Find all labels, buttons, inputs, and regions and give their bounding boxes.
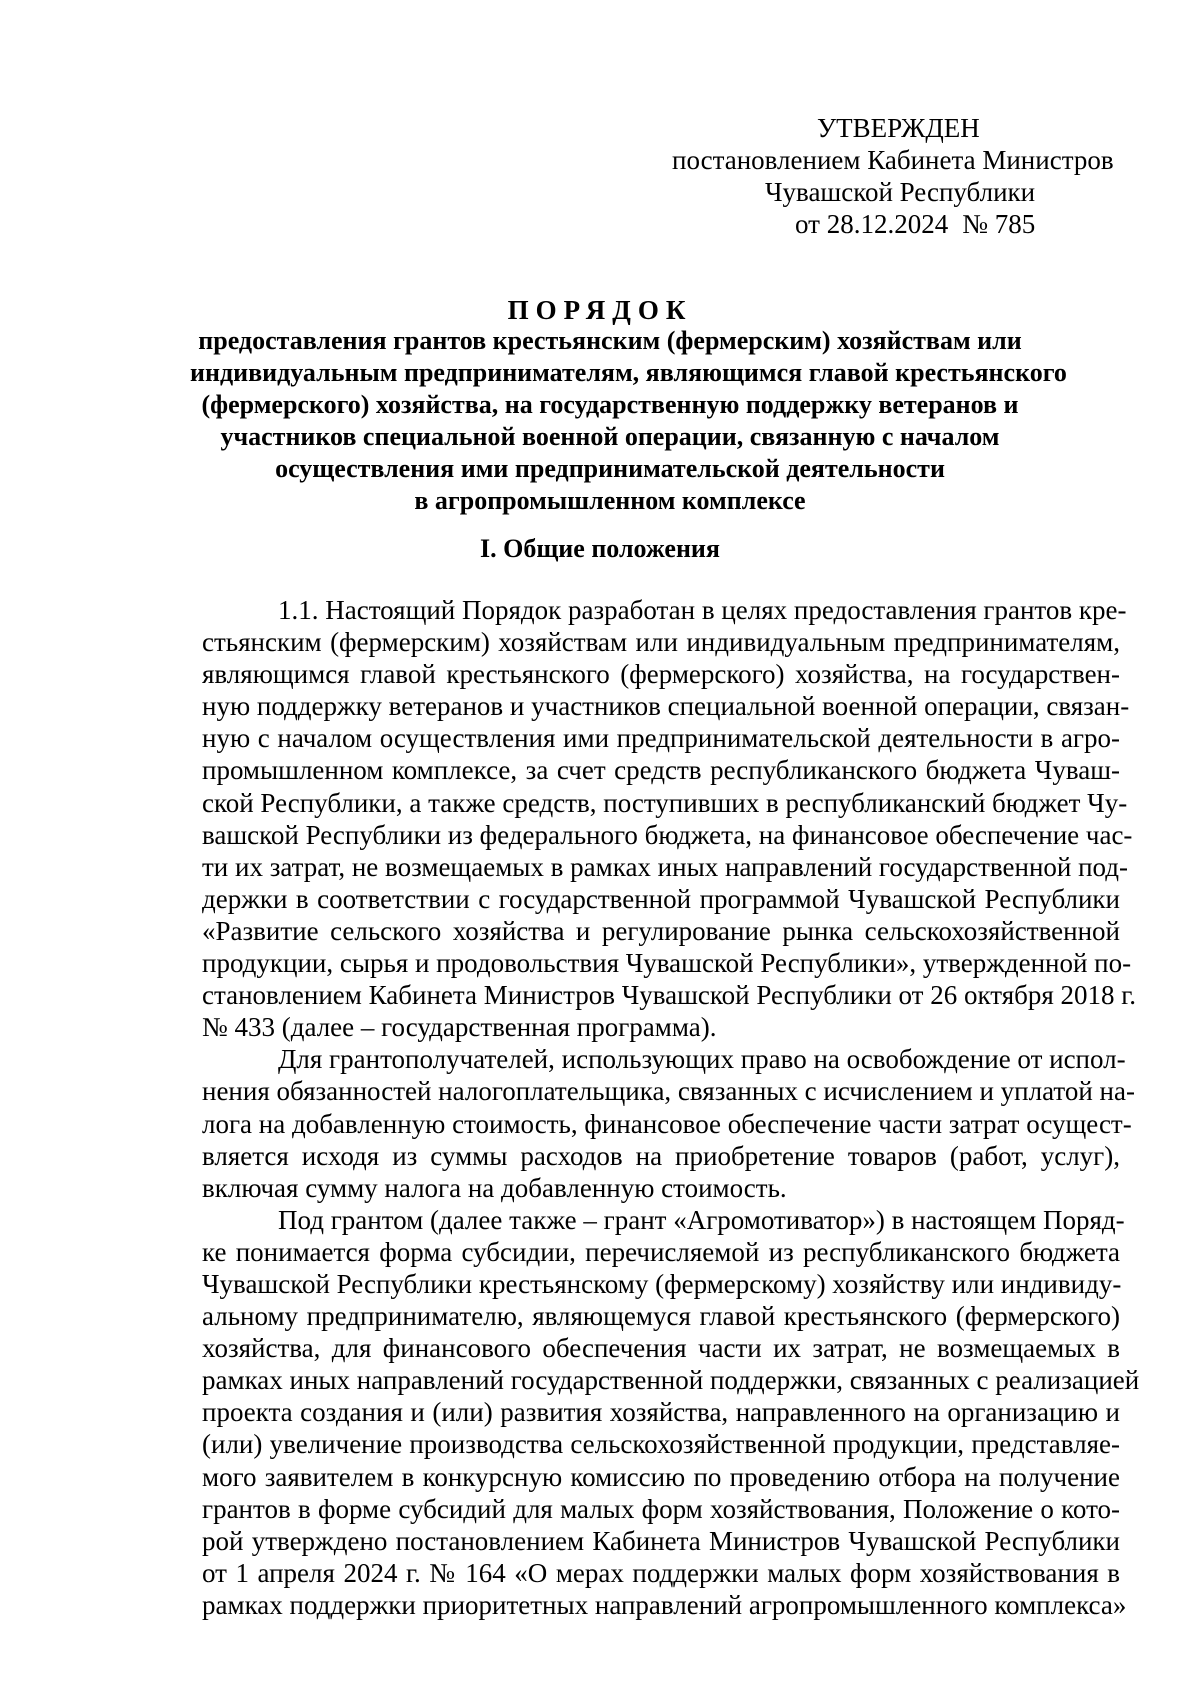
body-line: хозяйства, для финансового обеспечения части их затрат, не возмещаемых в: [202, 1333, 1120, 1364]
body-line: Для грантополучателей, использующих право на освобождение от испол-: [278, 1044, 1126, 1075]
subtitle-line: участников специальной военной операции, связанную с началом: [220, 422, 1000, 451]
body-line: ке понимается форма субсидии, перечисляемой из республиканского бюджета: [202, 1236, 1120, 1267]
body-line: стьянским (фермерским) хозяйствам или индивидуальным предпринимателям,: [202, 627, 1120, 658]
approval-date: от 28.12.2024: [795, 209, 949, 239]
body-line: нения обязанностей налогоплательщика, связанных с исчислением и уплатой на-: [202, 1076, 1135, 1107]
body-line: Под грантом (далее также – грант «Агромотиватор») в настоящем Поряд-: [278, 1204, 1125, 1235]
body-line: грантов в форме субсидий для малых форм хозяйствования, Положение о кото-: [202, 1493, 1120, 1524]
body-line: вашской Республики из федерального бюджета, на финансовое обеспечение час-: [202, 819, 1133, 850]
body-line: рой утверждено постановлением Кабинета Министров Чувашской Республики: [202, 1525, 1120, 1556]
body-line: проекта создания и (или) развития хозяйства, направленного на организацию и: [202, 1397, 1120, 1428]
body-line: ную с началом осуществления ими предпринимательской деятельности в агро-: [202, 723, 1120, 754]
approval-stamp: [672, 112, 1112, 240]
body-line: лога на добавленную стоимость, финансовое обеспечение части затрат осущест-: [202, 1108, 1132, 1139]
subtitle-line: (фермерского) хозяйства, на государственную поддержку ветеранов и: [201, 390, 1019, 419]
body-line: ской Республики, а также средств, поступивших в республиканский бюджет Чу-: [202, 787, 1128, 818]
body-line: вляется исходя из суммы расходов на приобретение товаров (работ, услуг),: [202, 1140, 1120, 1171]
body-line: от 1 апреля 2024 г. № 164 «О мерах поддержки малых форм хозяйствования в: [202, 1557, 1120, 1588]
body-line: включая сумму налога на добавленную стоимость.: [202, 1172, 787, 1203]
approval-line-approved: УТВЕРЖДЕН: [817, 113, 980, 143]
body-line: рамках поддержки приоритетных направлений агропромышленного комплекса»: [202, 1589, 1127, 1620]
body-line: № 433 (далее – государственная программа).: [202, 1012, 717, 1043]
body-text: [202, 594, 1140, 1621]
body-line: держки в соответствии с государственной программой Чувашской Республики: [202, 883, 1120, 914]
body-line: ную поддержку ветеранов и участников специальной военной операции, связан-: [202, 691, 1130, 722]
body-line: продукции, сырья и продовольствия Чувашской Республики», утвержденной по-: [202, 948, 1132, 979]
approval-number: № 785: [962, 209, 1036, 239]
body-line: ти их затрат, не возмещаемых в рамках иных направлений государственной под-: [202, 851, 1129, 882]
approval-line-date-number: [672, 208, 1112, 240]
subtitle-line: индивидуальным предпринимателям, являющимся главой крестьянского: [190, 358, 1067, 387]
subtitle-line: предоставления грантов крестьянским (фермерским) хозяйствам или: [198, 326, 1022, 355]
body-line: (или) увеличение производства сельскохозяйственной продукции, представляе-: [202, 1429, 1120, 1460]
body-line: альному предпринимателю, являющемуся главой крестьянского (фермерского): [202, 1301, 1120, 1332]
body-line: «Развитие сельского хозяйства и регулирование рынка сельскохозяйственной: [202, 915, 1120, 946]
body-line: Чувашской Республики крестьянскому (фермерскому) хозяйству или индивиду-: [202, 1268, 1122, 1299]
document-title: ПОРЯДОК: [507, 295, 693, 325]
body-line: рамках иных направлений государственной поддержки, связанных с реализацией: [202, 1365, 1140, 1396]
subtitle-line: в агропромышленном комплексе: [414, 486, 806, 515]
subtitle-line: осуществления ими предпринимательской деятельности: [275, 454, 945, 483]
approval-line-resolution: постановлением Кабинета Министров: [672, 145, 1114, 175]
section-heading: I. Общие положения: [480, 534, 720, 563]
body-line: являющимся главой крестьянского (фермерского) хозяйства, на государствен-: [202, 659, 1120, 690]
body-line: мого заявителем в конкурсную комиссию по проведению отбора на получение: [202, 1461, 1120, 1492]
document-subtitle: [190, 325, 1067, 517]
approval-line-republic: Чувашской Республики: [765, 177, 1036, 207]
body-line: 1.1. Настоящий Порядок разработан в целях предоставления грантов кре-: [278, 595, 1127, 625]
body-line: промышленном комплексе, за счет средств республиканского бюджета Чуваш-: [202, 755, 1120, 786]
body-line: становлением Кабинета Министров Чувашской Республики от 26 октября 2018 г.: [202, 980, 1137, 1011]
